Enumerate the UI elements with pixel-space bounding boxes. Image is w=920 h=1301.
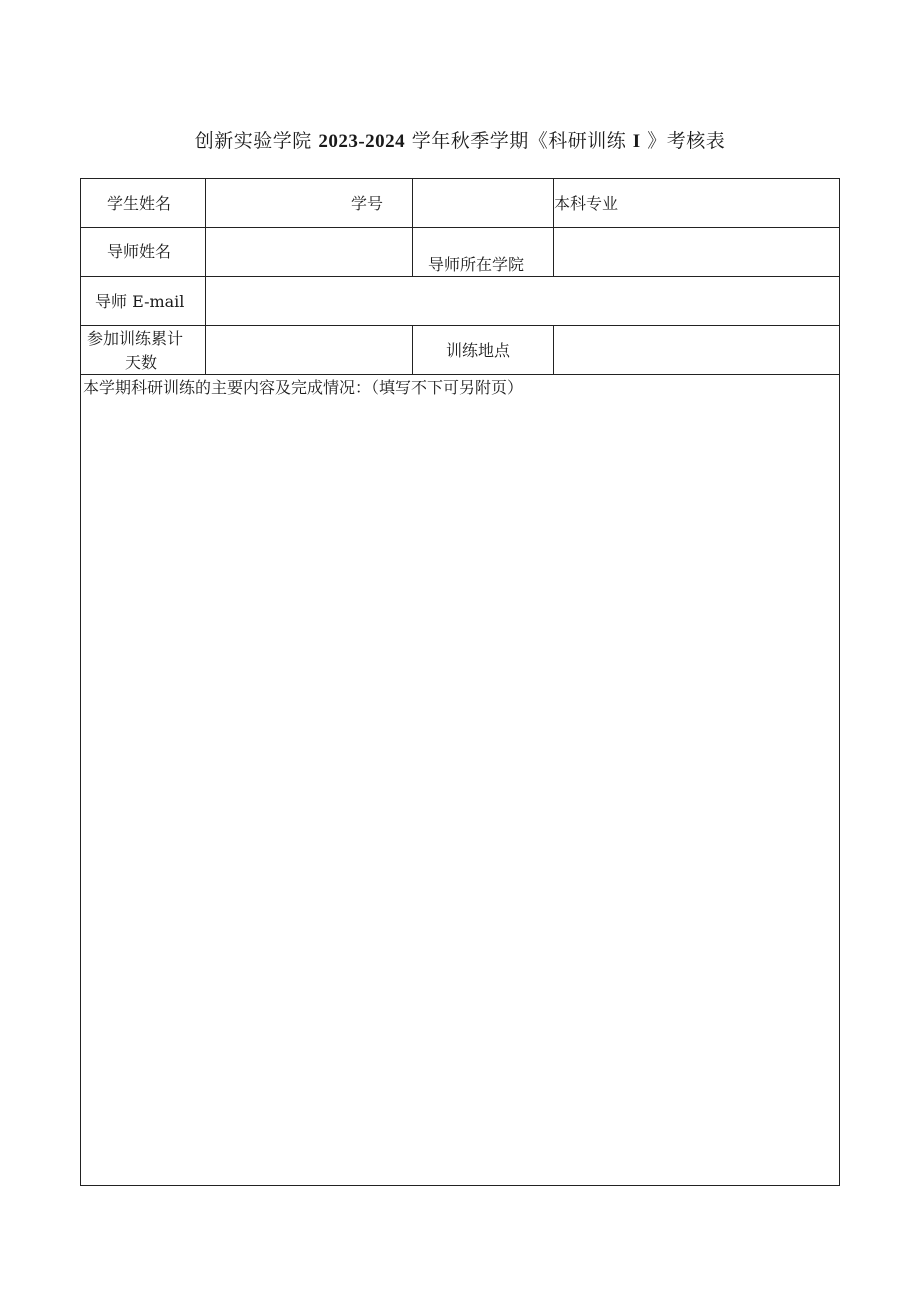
- title-year: 2023-2024: [318, 131, 406, 152]
- training-location-label: 训练地点: [446, 341, 511, 360]
- mentor-email-label: 导师 E-mail: [95, 292, 185, 311]
- student-name-label: 学生姓名: [107, 194, 172, 213]
- title-roman: I: [632, 131, 641, 152]
- training-content-field[interactable]: [81, 401, 839, 1185]
- col-divider-mid-row2: [412, 227, 413, 276]
- title-prefix: 创新实验学院: [194, 130, 312, 152]
- student-id-field[interactable]: [413, 179, 553, 227]
- mentor-college-label: 导师所在学院: [428, 255, 525, 274]
- page-title: [0, 126, 920, 153]
- mentor-name-label: 导师姓名: [107, 242, 172, 261]
- assessment-form: [80, 178, 840, 1186]
- training-days-label-line1: 参加训练累计: [87, 329, 184, 348]
- training-content-label: 本学期科研训练的主要内容及完成情况：（填写不下可另附页）: [83, 378, 524, 397]
- title-middle: 学年秋季学期《科研训练: [411, 130, 627, 152]
- student-id-label: 学号: [351, 194, 384, 213]
- mentor-college-field[interactable]: [554, 228, 839, 276]
- mentor-name-field[interactable]: [206, 228, 412, 276]
- training-location-field[interactable]: [554, 326, 839, 374]
- major-label: 本科专业: [554, 194, 619, 213]
- col-divider-mid-row4: [412, 325, 413, 374]
- mentor-email-field[interactable]: [206, 277, 839, 325]
- training-days-field[interactable]: [206, 326, 412, 374]
- row-divider-4: [81, 374, 839, 375]
- training-days-label-line2: 天数: [125, 353, 158, 372]
- title-suffix: 》考核表: [647, 130, 726, 152]
